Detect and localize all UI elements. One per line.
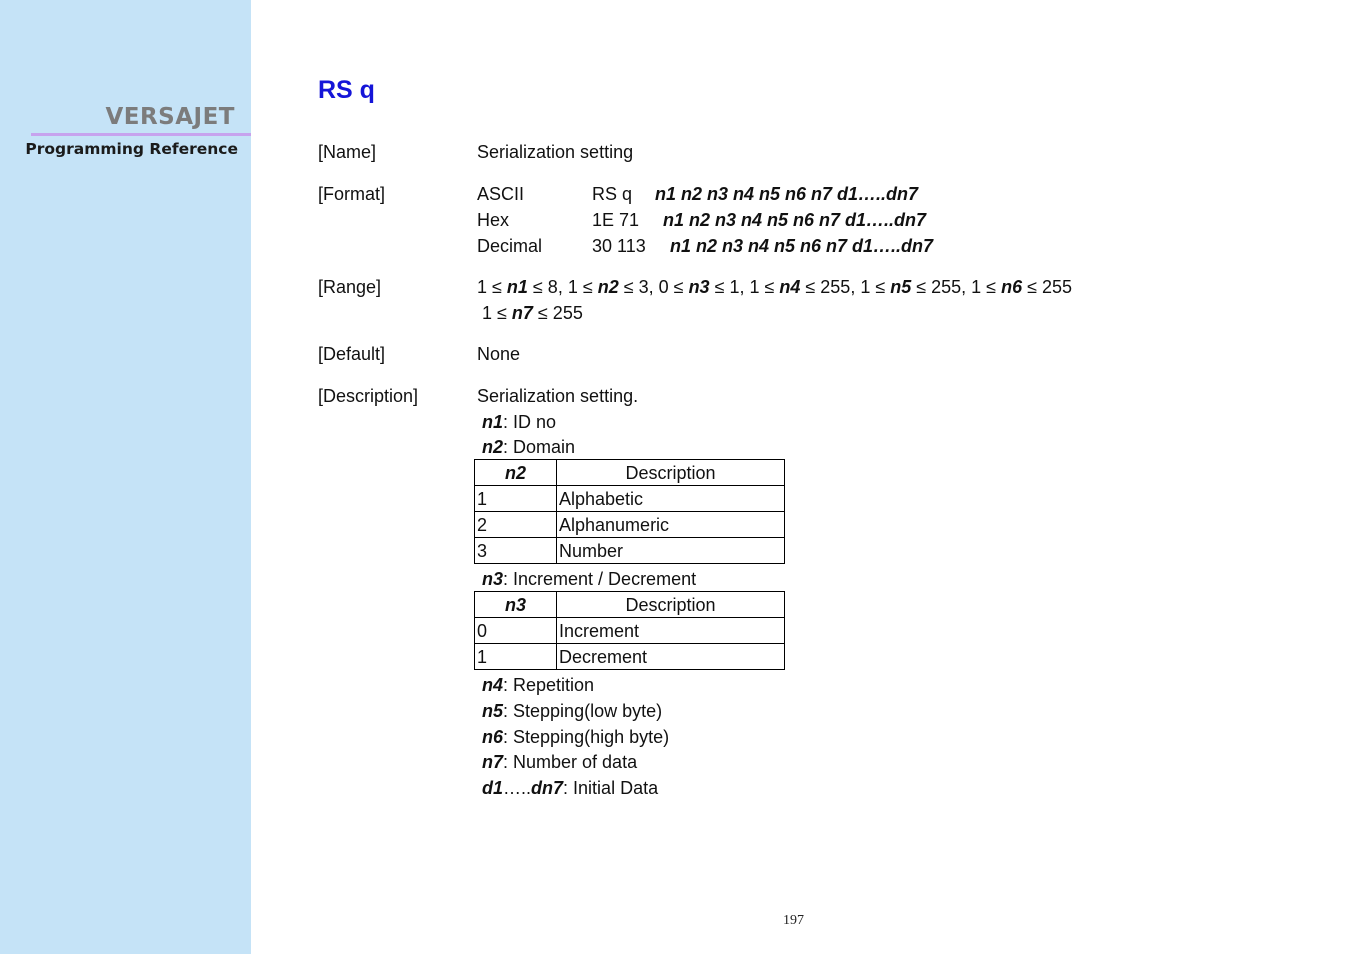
default-value: None [477,344,521,364]
table-cell: Number [557,538,785,564]
range-label: [Range] [318,277,382,297]
table-row [475,512,785,538]
param-n6: n6: Stepping(high byte) [482,727,670,747]
param-n7: n7: Number of data [482,752,638,772]
param-n5: n5: Stepping(low byte) [482,701,663,721]
param-data: d1…..dn7: Initial Data [482,778,659,798]
format-params-ascii: n1 n2 n3 n4 n5 n6 n7 d1…..dn7 [655,184,919,204]
table-cell: 1 [475,486,557,512]
format-params-decimal: n1 n2 n3 n4 n5 n6 n7 d1…..dn7 [670,236,934,256]
increment-table [474,591,785,670]
format-type-ascii: ASCII [477,184,525,204]
table-header-cell: n3 [475,592,557,618]
name-label: [Name] [318,142,377,162]
format-type-decimal: Decimal [477,236,543,256]
table-header-cell: n2 [475,460,557,486]
param-n4: n4: Repetition [482,675,595,695]
sidebar [0,0,251,954]
table-row [475,618,785,644]
default-label: [Default] [318,344,386,364]
param-n3: n3: Increment / Decrement [482,569,697,589]
table-row [475,538,785,564]
table-cell: Increment [557,618,785,644]
domain-table [474,459,785,564]
table-row [475,644,785,670]
brand-subtitle: Programming Reference [25,140,238,158]
brand-logo: VERSAJET [105,104,235,130]
format-type-hex: Hex [477,210,510,230]
param-n2: n2: Domain [482,437,576,457]
table-cell: 0 [475,618,557,644]
range-line-2: 1 ≤ n7 ≤ 255 [482,303,583,323]
name-value: Serialization setting [477,142,634,162]
table-cell: Decrement [557,644,785,670]
table-cell: 1 [475,644,557,670]
description-intro: Serialization setting. [477,386,639,406]
brand-divider [31,133,251,136]
format-code-ascii: RS q [592,184,633,204]
page-number: 197 [783,913,804,928]
table-row [475,486,785,512]
table-cell: Alphabetic [557,486,785,512]
table-header-cell: Description [557,460,785,486]
table-header-cell: Description [557,592,785,618]
table-header [475,592,785,618]
table-header [475,460,785,486]
format-label: [Format] [318,184,386,204]
page-title: RS q [318,76,375,104]
table-cell: 2 [475,512,557,538]
description-label: [Description] [318,386,419,406]
range-line-1: 1 ≤ n1 ≤ 8, 1 ≤ n2 ≤ 3, 0 ≤ n3 ≤ 1, 1 ≤ n4 ≤ 255, 1 ≤ n5 ≤ 255, 1 ≤ n6 ≤ 255 [477,277,1073,297]
format-code-hex: 1E 71 [592,210,640,230]
format-params-hex: n1 n2 n3 n4 n5 n6 n7 d1…..dn7 [663,210,927,230]
table-cell: Alphanumeric [557,512,785,538]
table-cell: 3 [475,538,557,564]
param-n1: n1: ID no [482,412,557,432]
format-code-decimal: 30 113 [592,236,646,256]
